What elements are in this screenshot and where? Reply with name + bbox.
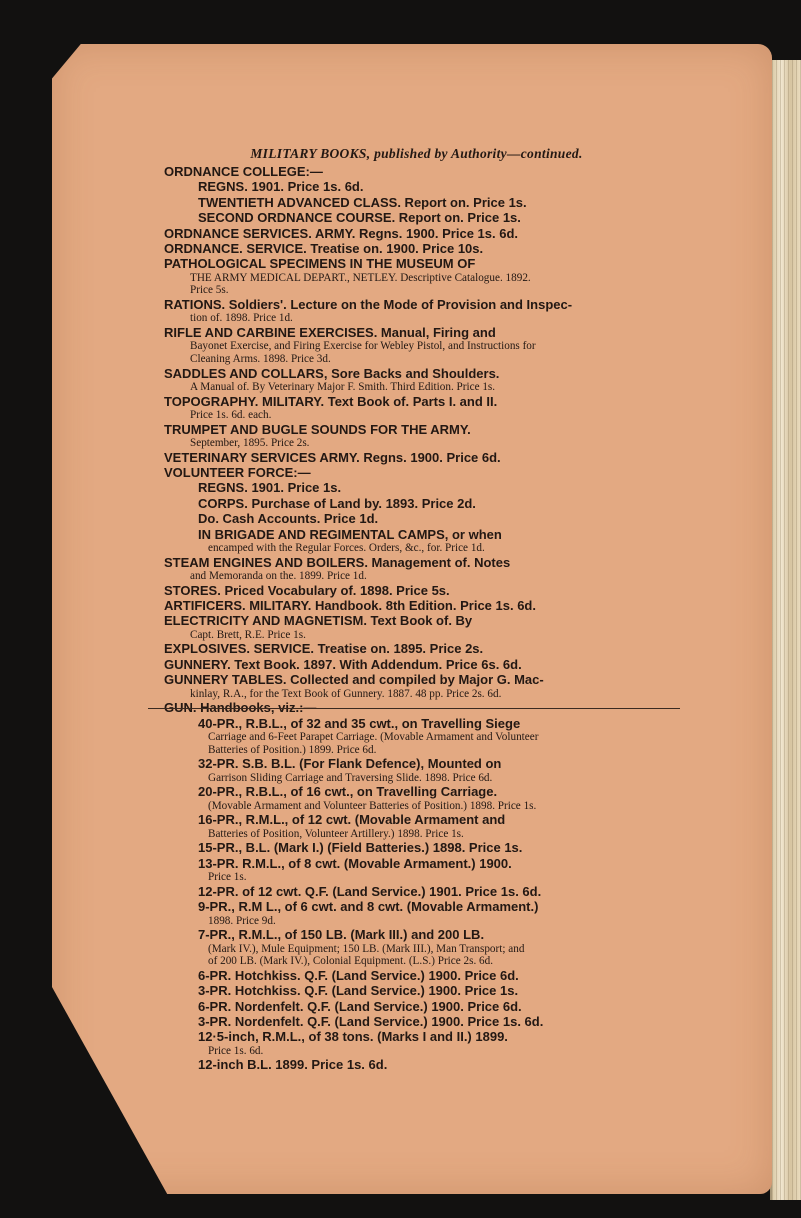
entry-heading: 6-PR. Nordenfelt. Q.F. (Land Service.) 1900. Price 6d. bbox=[198, 998, 522, 1014]
catalogue-entry bbox=[164, 1014, 669, 1029]
entry-heading: 20-PR., R.B.L., of 16 cwt., on Travelling Carriage. bbox=[198, 784, 498, 800]
entry-detail: Price 5s. bbox=[190, 284, 229, 297]
catalogue-entry bbox=[164, 613, 669, 641]
catalogue-entry bbox=[164, 241, 669, 256]
entry-heading: 7-PR., R.M.L., of 150 LB. (Mark III.) and 200 LB. bbox=[198, 927, 485, 943]
catalogue-entry bbox=[164, 812, 669, 840]
catalogue-entry bbox=[164, 999, 669, 1014]
entry-heading: REGNS. 1901. Price 1s. 6d. bbox=[198, 179, 364, 195]
catalogue-entry bbox=[164, 366, 669, 394]
catalogue-entry bbox=[164, 884, 669, 899]
catalogue-entry bbox=[164, 716, 669, 757]
catalogue-entry bbox=[164, 256, 669, 297]
entry-heading: VOLUNTEER FORCE:— bbox=[164, 465, 311, 481]
catalogue-entry bbox=[164, 927, 669, 968]
entry-heading: 9-PR., R.M L., of 6 cwt. and 8 cwt. (Movable Armament.) bbox=[198, 899, 539, 915]
catalogue-entry bbox=[164, 195, 669, 210]
bottom-rule bbox=[148, 708, 680, 709]
entry-heading: 15-PR., B.L. (Mark I.) (Field Batteries.) 1898. Price 1s. bbox=[198, 840, 523, 856]
entry-heading: ORDNANCE. SERVICE. Treatise on. 1900. Price 10s. bbox=[164, 241, 484, 257]
entry-detail: 1898. Price 9d. bbox=[208, 914, 276, 927]
entry-heading: CORPS. Purchase of Land by. 1893. Price 2d. bbox=[198, 495, 476, 511]
entry-heading: 3-PR. Hotchkiss. Q.F. (Land Service.) 1900. Price 1s. bbox=[198, 983, 519, 999]
entry-heading: 13-PR. R.M.L., of 8 cwt. (Movable Armament.) 1900. bbox=[198, 855, 512, 871]
catalogue-entry bbox=[164, 784, 669, 812]
catalogue-entry bbox=[164, 555, 669, 583]
running-head: MILITARY BOOKS, published by Authority—continued. bbox=[250, 146, 583, 161]
entry-heading: 40-PR., R.B.L., of 32 and 35 cwt., on Travelling Siege bbox=[198, 715, 521, 731]
entry-heading: 3-PR. Nordenfelt. Q.F. (Land Service.) 1900. Price 1s. 6d. bbox=[198, 1013, 544, 1029]
catalogue-entry bbox=[164, 1029, 669, 1057]
entry-heading: TOPOGRAPHY. MILITARY. Text Book of. Parts I. and II. bbox=[164, 393, 498, 409]
catalogue-entry bbox=[164, 465, 669, 480]
entry-heading: VETERINARY SERVICES ARMY. Regns. 1900. Price 6d. bbox=[164, 449, 501, 465]
entry-heading: TWENTIETH ADVANCED CLASS. Report on. Price 1s. bbox=[198, 194, 527, 210]
catalogue-entry bbox=[164, 968, 669, 983]
catalogue-entry bbox=[164, 394, 669, 422]
catalogue-entry bbox=[164, 297, 669, 325]
entry-heading: RIFLE AND CARBINE EXERCISES. Manual, Firing and bbox=[164, 325, 496, 341]
catalogue-entry bbox=[164, 598, 669, 613]
catalogue-entry bbox=[164, 450, 669, 465]
entry-heading: SADDLES AND COLLARS, Sore Backs and Shoulders. bbox=[164, 365, 500, 381]
catalogue-entry bbox=[164, 164, 669, 179]
catalogue-entry bbox=[164, 583, 669, 598]
entry-detail: of 200 LB. (Mark IV.), Colonial Equipment. (L.S.) Price 2s. 6d. bbox=[208, 955, 494, 968]
entry-heading: REGNS. 1901. Price 1s. bbox=[198, 480, 342, 496]
entry-heading: GUNNERY. Text Book. 1897. With Addendum. Price 6s. 6d. bbox=[164, 656, 522, 672]
catalogue-entry bbox=[164, 756, 669, 784]
catalogue-entry bbox=[164, 422, 669, 450]
catalogue-entry bbox=[164, 179, 669, 194]
entry-heading: EXPLOSIVES. SERVICE. Treatise on. 1895. Price 2s. bbox=[164, 641, 484, 657]
entry-heading: ELECTRICITY AND MAGNETISM. Text Book of. By bbox=[164, 613, 473, 629]
catalogue-entry bbox=[164, 511, 669, 526]
catalogue-entry bbox=[164, 899, 669, 927]
entry-detail: THE ARMY MEDICAL DEPART., NETLEY. Descriptive Catalogue. 1892. bbox=[190, 271, 531, 284]
entry-heading: TRUMPET AND BUGLE SOUNDS FOR THE ARMY. bbox=[164, 421, 471, 437]
entry-heading: ORDNANCE SERVICES. ARMY. Regns. 1900. Price 1s. 6d. bbox=[164, 225, 519, 241]
catalogue-entry bbox=[164, 983, 669, 998]
entry-detail: Batteries of Position, Volunteer Artillery.) 1898. Price 1s. bbox=[208, 827, 464, 840]
catalogue-entry bbox=[164, 672, 669, 700]
entry-detail: Price 1s. 6d. bbox=[208, 1044, 264, 1057]
entry-heading: GUN. Handbooks, viz.:— bbox=[164, 700, 317, 716]
catalogue-entry bbox=[164, 1057, 669, 1072]
book-page-edges bbox=[770, 60, 801, 1200]
entry-detail: Cleaning Arms. 1898. Price 3d. bbox=[190, 353, 331, 366]
entry-detail: encamped with the Regular Forces. Orders, &c., for. Price 1d. bbox=[208, 542, 485, 555]
entry-heading: 12·5-inch, R.M.L., of 38 tons. (Marks I and II.) 1899. bbox=[198, 1029, 508, 1045]
entry-detail: (Movable Armament and Volunteer Batteries of Position.) 1898. Price 1s. bbox=[208, 799, 537, 812]
catalogue-entry bbox=[164, 657, 669, 672]
entry-detail: Garrison Sliding Carriage and Traversing Slide. 1898. Price 6d. bbox=[208, 771, 493, 784]
entry-detail: Capt. Brett, R.E. Price 1s. bbox=[190, 628, 306, 641]
entry-heading: RATIONS. Soldiers'. Lecture on the Mode of Provision and Inspec- bbox=[164, 297, 573, 313]
entry-heading: 16-PR., R.M.L., of 12 cwt. (Movable Armament and bbox=[198, 812, 506, 828]
catalogue-entry bbox=[164, 641, 669, 656]
entry-heading: STORES. Priced Vocabulary of. 1898. Price 5s. bbox=[164, 582, 450, 598]
entry-list bbox=[164, 164, 669, 1073]
catalogue-entry bbox=[164, 480, 669, 495]
entry-detail: September, 1895. Price 2s. bbox=[190, 437, 310, 450]
entry-detail: Price 1s. 6d. each. bbox=[190, 409, 272, 422]
catalogue-entry bbox=[164, 856, 669, 884]
catalogue-entry bbox=[164, 496, 669, 511]
entry-heading: GUNNERY TABLES. Collected and compiled by Major G. Mac- bbox=[164, 672, 544, 688]
entry-heading: PATHOLOGICAL SPECIMENS IN THE MUSEUM OF bbox=[164, 256, 476, 272]
entry-heading: ORDNANCE COLLEGE:— bbox=[164, 164, 323, 179]
entry-detail: Price 1s. bbox=[208, 871, 247, 884]
entry-detail: Batteries of Position.) 1899. Price 6d. bbox=[208, 743, 377, 756]
entry-detail: (Mark IV.), Mule Equipment; 150 LB. (Mark III.), Man Transport; and bbox=[208, 942, 525, 955]
entry-heading: Do. Cash Accounts. Price 1d. bbox=[198, 511, 379, 527]
entry-detail: Carriage and 6-Feet Parapet Carriage. (Movable Armament and Volunteer bbox=[208, 731, 539, 744]
entry-detail: kinlay, R.A., for the Text Book of Gunnery. 1887. 48 pp. Price 2s. 6d. bbox=[190, 687, 502, 700]
catalogue-text bbox=[164, 146, 669, 1073]
entry-heading: STEAM ENGINES AND BOILERS. Management of. Notes bbox=[164, 554, 511, 570]
entry-heading: 6-PR. Hotchkiss. Q.F. (Land Service.) 1900. Price 6d. bbox=[198, 967, 519, 983]
catalogue-entry bbox=[164, 527, 669, 555]
entry-heading: IN BRIGADE AND REGIMENTAL CAMPS, or when bbox=[198, 526, 502, 542]
catalogue-entry bbox=[164, 226, 669, 241]
entry-heading: ARTIFICERS. MILITARY. Handbook. 8th Edition. Price 1s. 6d. bbox=[164, 598, 536, 614]
catalogue-entry bbox=[164, 325, 669, 366]
entry-heading: 12-PR. of 12 cwt. Q.F. (Land Service.) 1901. Price 1s. 6d. bbox=[198, 883, 542, 899]
catalogue-entry bbox=[164, 840, 669, 855]
entry-detail: tion of. 1898. Price 1d. bbox=[190, 312, 293, 325]
entry-heading: 32-PR. S.B. B.L. (For Flank Defence), Mounted on bbox=[198, 756, 502, 772]
entry-detail: and Memoranda on the. 1899. Price 1d. bbox=[190, 570, 367, 583]
entry-heading: SECOND ORDNANCE COURSE. Report on. Price 1s. bbox=[198, 210, 521, 226]
entry-heading: 12-inch B.L. 1899. Price 1s. 6d. bbox=[198, 1057, 388, 1073]
entry-detail: Bayonet Exercise, and Firing Exercise for Webley Pistol, and Instructions for bbox=[190, 340, 536, 353]
entry-detail: A Manual of. By Veterinary Major F. Smith. Third Edition. Price 1s. bbox=[190, 381, 496, 394]
catalogue-entry bbox=[164, 210, 669, 225]
